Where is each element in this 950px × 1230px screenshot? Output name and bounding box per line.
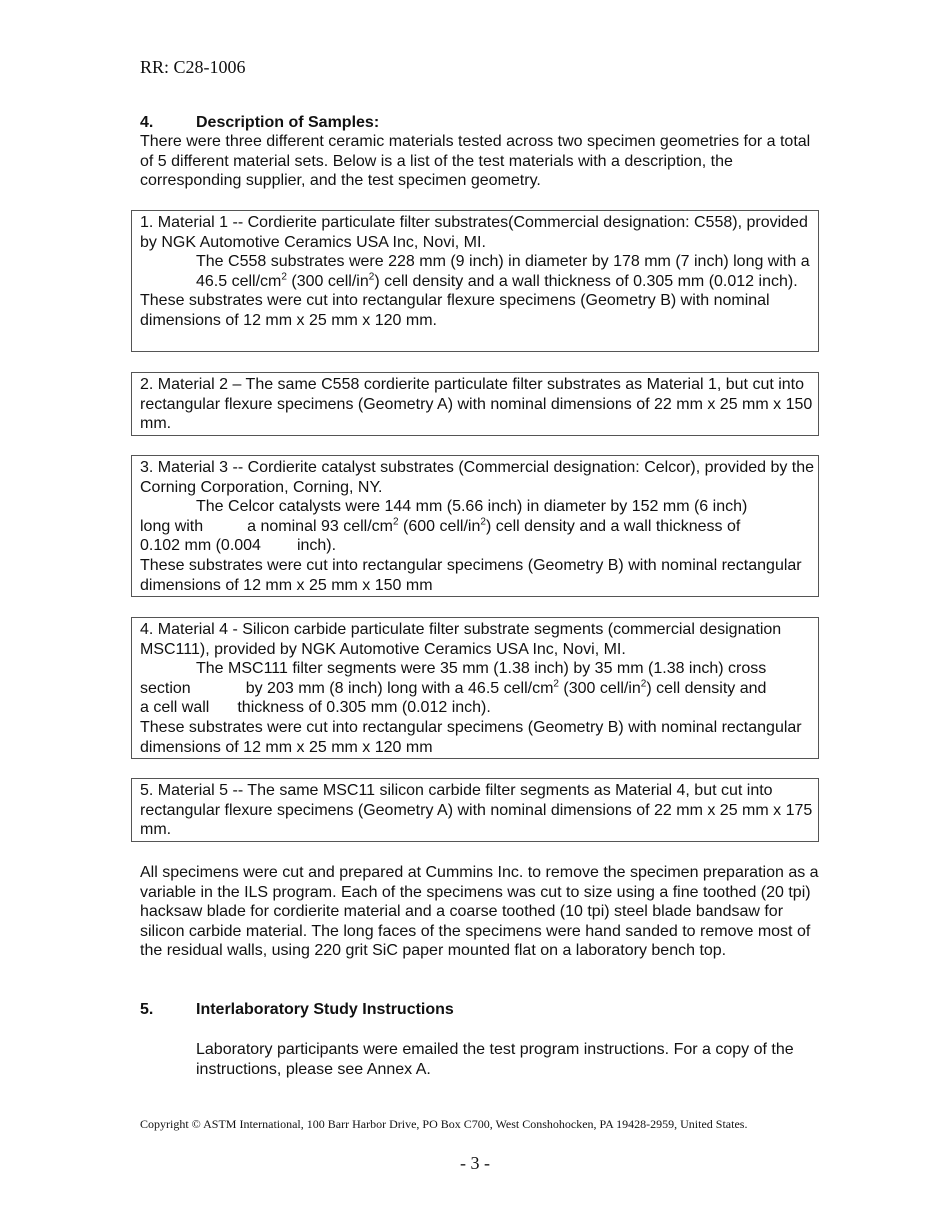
material-3-box <box>131 455 819 597</box>
material-3-cut-info: These substrates were cut into rectangular specimens (Geometry B) with nominal rectangular dimensions of 12 mm x 25 mm x 150 mm <box>140 556 802 594</box>
section-5-text: Laboratory participants were emailed the test program instructions. For a copy of the instructions, please see Annex A. <box>196 1041 794 1078</box>
material-4-description-line-3: a cell wall thickness of 0.305 mm (0.012 inch). <box>140 699 491 717</box>
material-1-title: 1. Material 1 -- Cordierite particulate filter substrates(Commercial designation: C558), provided by NGK Automotive Ceramics USA Inc, Novi, MI. <box>140 214 808 251</box>
material-1-description: The C558 substrates were 228 mm (9 inch) in diameter by 178 mm (7 inch) long with a 46.5 cell/$cm^2$ (300 cell/$in^2$) cell density and a wall thickness of 0.305 mm (0.012 inch). <box>196 253 810 290</box>
material-4-title: 4. Material 4 - Silicon carbide particulate filter substrate segments (commercial designation MSC111), provided by NGK Automotive Ceramics USA Inc, Novi, MI. <box>140 621 782 658</box>
copyright-footer: Copyright © ASTM International, 100 Barr Harbor Drive, PO Box C700, West Conshohocken, PA 19428-2959, United States. <box>140 1117 748 1131</box>
section-5-heading <box>140 1000 454 1020</box>
material-2-text: 2. Material 2 – The same C558 cordierite particulate filter substrates as Material 1, but cut into rectangular flexure specimens (Geometry A) with nominal dimensions of 22 mm x 25 mm x 150 mm. <box>140 376 813 433</box>
preparation-paragraph: All specimens were cut and prepared at Cummins Inc. to remove the specimen preparation as a variable in the ILS program. Each of the specimens was cut to size using a fine toothed (20 tpi) hacksaw blade for cordierite material and a coarse toothed (10 tpi) steel blade bandsaw for silicon carbide material. The long faces of the specimens were hand sanded to remove most of the residual walls, using 220 grit SiC paper mounted flat on a laboratory bench top. <box>140 864 819 960</box>
report-header: RR: C28-1006 <box>140 57 246 77</box>
section-4-intro: There were three different ceramic materials tested across two specimen geometries for a total of 5 different material sets. Below is a list of the test materials with a description, the corresponding supplier, and the test specimen geometry. <box>140 133 811 190</box>
material-4-description-line-2: section by 203 mm (8 inch) long with a 46.5 cell/$cm^2$ (300 cell/$in^2$) cell density and <box>140 678 767 697</box>
material-5-box <box>131 778 819 842</box>
material-3-description-line-1: The Celcor catalysts were 144 mm (5.66 inch) in diameter by 152 mm (6 inch) <box>196 498 748 516</box>
section-4-heading <box>140 113 379 133</box>
material-4-box <box>131 617 819 759</box>
material-1-cut-info: These substrates were cut into rectangular flexure specimens (Geometry B) with nominal dimensions of 12 mm x 25 mm x 120 mm. <box>140 292 770 329</box>
material-4-cut-info: These substrates were cut into rectangular specimens (Geometry B) with nominal rectangular dimensions of 12 mm x 25 mm x 120 mm <box>140 718 802 756</box>
material-4-description-line-1: The MSC111 filter segments were 35 mm (1.38 inch) by 35 mm (1.38 inch) cross <box>196 660 767 678</box>
page-number: - 3 - <box>460 1153 490 1173</box>
section-5-title: Interlaboratory Study Instructions <box>196 1001 454 1018</box>
section-4-number: 4. <box>140 114 154 131</box>
material-2-box <box>131 372 819 436</box>
material-1-box <box>131 210 819 352</box>
material-3-description-line-2: long with a nominal 93 cell/$cm^2$ (600 cell/$in^2$) cell density and a wall thickness of <box>140 516 741 535</box>
material-3-title: 3. Material 3 -- Cordierite catalyst substrates (Commercial designation: Celcor), provided by the Corning Corporation, Corning, NY. <box>140 459 815 496</box>
section-5-number: 5. <box>140 1001 154 1018</box>
material-3-description-line-3: 0.102 mm (0.004 inch). <box>140 537 337 555</box>
section-4-title: Description of Samples: <box>196 114 380 131</box>
material-5-text: 5. Material 5 -- The same MSC11 silicon carbide filter segments as Material 4, but cut into rectangular flexure specimens (Geometry A) with nominal dimensions of 22 mm x 25 mm x 175 mm. <box>140 782 813 839</box>
